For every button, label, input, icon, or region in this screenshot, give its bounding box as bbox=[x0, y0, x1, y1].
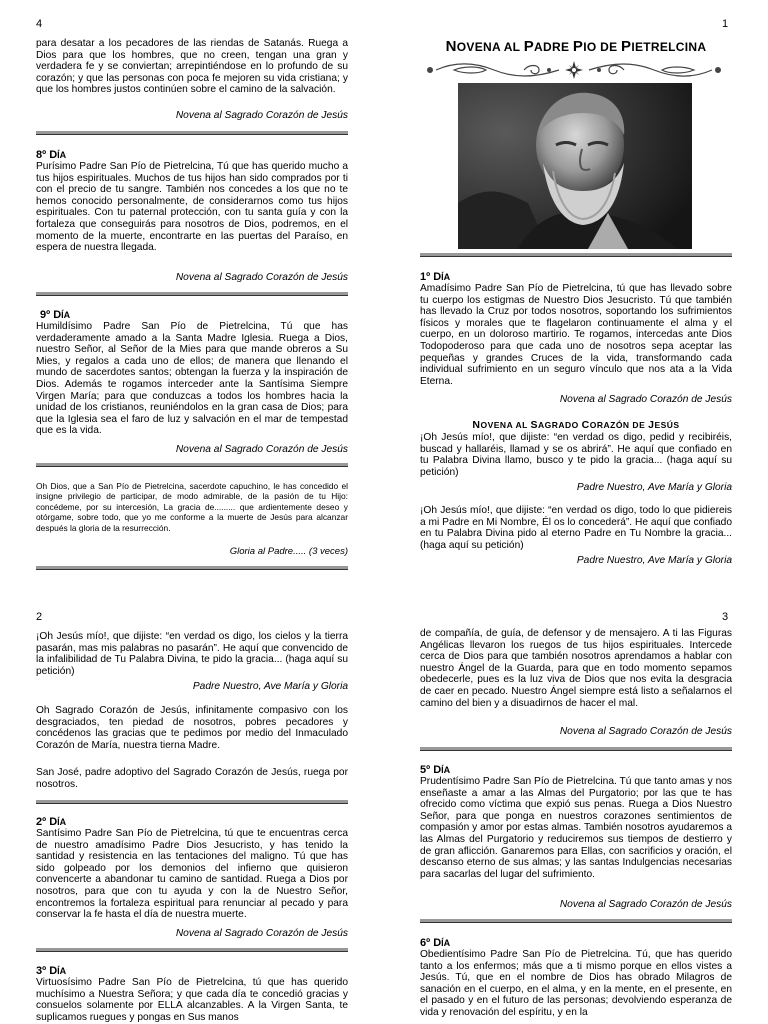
divider bbox=[420, 747, 732, 751]
divider bbox=[36, 292, 348, 296]
signature-sagrado: Novena al Sagrado Corazón de Jesús bbox=[175, 444, 348, 455]
day9-heading: 9º DÍA bbox=[40, 309, 71, 321]
day6-text: Obedientísimo Padre San Pío de Pietrelcina. Tú, que has querido tanto a los enfermos; más que a ti mismo porque en ellos vistes a Jesús. Tú, que en el nombre de Dios has obrado Milagros de sanación en el cuerpo, en el alma, y en la mente, en el presente, en el pasado y en el futuro de las personas; devolviendo esperanza de vida y renovación del espíritu, y en la bbox=[420, 949, 732, 1018]
day1-heading: 1º DÍA bbox=[420, 271, 451, 283]
divider bbox=[36, 800, 348, 804]
day8-text: Purísimo Padre San Pío de Pietrelcina, Tú que has querido mucho a tus hijos espirituales. Muchos de tus hijos han sido comprados por ti con el precio de tu sangre. También nos concedes a los que no te hemos conocido personalmente, de considerarnos como tus hijos espirituales. Con tu paternal protección, con tu santa guía y con la fortaleza que conseguirás para nosotros de Dios, podremos, en el momento de la muerte, encontrarte en las puertas del Paraíso, en espera de nuestra llegada. bbox=[36, 161, 348, 254]
page-number-1: 1 bbox=[722, 18, 729, 30]
day5-text: Prudentísimo Padre San Pío de Pietrelcina. Tú que tanto amas y nos enseñaste a amar a las Almas del Purgatorio; por las que te has ofrecido como víctima que expió sus penas. Ruega a Dios Nuestro Señor, para que ponga en nuestros corazones sentimientos de compasión y amor por estas almas. También nosotros ayudaremos a las Almas del Purgatorio y reduciremos sus tiempos de destierro y de gran aflicción. Ganaremos para Ellas, con sacrificios y oración, el descanso eterno de sus almas; y las santas Indulgencias necesarias para sacarlas del lugar del sufrimiento. bbox=[420, 776, 732, 880]
divider bbox=[36, 948, 348, 952]
sagrado-corazon-prayer: Oh Sagrado Corazón de Jesús, infinitamente compasivo con los desgraciados, ten piedad de nosotros, pobres pecadores y concédenos las gracias que te pedimos por medio del Inmaculado Corazón de María, nuestra tierna Madre. bbox=[36, 705, 348, 751]
signature-sagrado: Novena al Sagrado Corazón de Jesús bbox=[175, 272, 348, 283]
divider bbox=[36, 463, 348, 467]
closing-prayer: Oh Dios, que a San Pío de Pietrelcina, sacerdote capuchino, le has concedido el insigne privilegio de participar, de modo admirable, de la pasión de tu Hijo: concédeme, por su intercesión, La gracia de......... que ardientemente deseo y otórgame, sobre todo, que yo me conforme a la muerte de Jesús para alcanzar después la gloria de la resurrección. bbox=[36, 481, 348, 533]
day6-heading: 6º DÍA bbox=[420, 937, 451, 949]
page-number-3: 3 bbox=[722, 611, 729, 623]
signature-sagrado: Novena al Sagrado Corazón de Jesús bbox=[175, 110, 348, 121]
prayer-2-text: ¡Oh Jesús mío!, que dijiste: “en verdad os digo, todo lo que pidiereis a mi Padre en Mi Nombre, Él os lo concederá”. He aquí que confiado en tu Palabra Divina pido al eterno Padre en Tu Nombre la gracia... (haga aquí su petición) bbox=[420, 505, 732, 551]
divider bbox=[36, 566, 348, 570]
day3-heading: 3º DÍA bbox=[36, 965, 67, 977]
divider bbox=[420, 919, 732, 923]
signature-sagrado: Novena al Sagrado Corazón de Jesús bbox=[559, 394, 732, 405]
signature-sagrado: Novena al Sagrado Corazón de Jesús bbox=[175, 928, 348, 939]
page-number-4: 4 bbox=[36, 18, 43, 30]
page4-intro-text: para desatar a los pecadores de las riendas de Satanás. Ruega a Dios para que los hombres, que no creen, tengan una gran y verdadera fe y se conviertan; arrepintiéndose en lo profundo de su corazón; y que las personas con poca fe mejoren su vida cristiana; y que los hombres justos continúen sobre el camino de la salvación. bbox=[36, 38, 348, 96]
ornamental-divider-icon bbox=[424, 60, 724, 80]
document-title: NOVENA AL PADRE PIO DE PIETRELCINA bbox=[445, 38, 707, 55]
page-number-2: 2 bbox=[36, 611, 43, 623]
day2-text: Santísimo Padre San Pío de Pietrelcina, tú que te encuentras cerca de nuestro amadísimo Padre Dios Jesucristo, y has tenido la santidad y resistencia en las tentaciones del maligno. Tú que has sido golpeado por los demonios del infierno que quisieron convencerte a abandonar tu camino de santidad. Ruega a Dios por nosotros, para que con tu ayuda y con la de Nuestro Señor, encontremos la fortaleza espiritual para renunciar al pecado y para conservar la fe hasta el día de nuestra muerte. bbox=[36, 828, 348, 921]
day9-text: Humildísimo Padre San Pío de Pietrelcina, Tú que has verdaderamente amado a la Santa Madre Iglesia. Ruega a Dios, nuestro Señor, al Señor de la Mies para que mande obreros a Su Mies, y regalos a cada uno de ellos; de manera que llenando el mundo de sacerdotes santos; obtengan la fuerza y la inspiración de Dios. Además te rogamos interceder ante la Santísima Siempre Virgen María; para que conduzcas a todos los hombres hacia la unidad de los cristianos, reuniéndolos en la gran casa de Dios; para que la Iglesia sea el faro de luz y salvación en el mar de tempestad que es la vida. bbox=[36, 321, 348, 437]
section-subtitle: NOVENA AL SAGRADO CORAZÓN DE JESÚS bbox=[472, 419, 680, 431]
signature-sagrado: Novena al Sagrado Corazón de Jesús bbox=[559, 899, 732, 910]
day3-text: Virtuosísimo Padre San Pío de Pietrelcina, tú que has querido muchísimo a Nuestra Señora; y que cada día te concedió gracias y consuelos solamente por ELLA alcanzables. A la Virgen Santa, te suplicamos ruegues y pongas en Sus manos bbox=[36, 977, 348, 1023]
padre-pio-photo bbox=[458, 83, 692, 249]
page3-intro-text: de compañía, de guía, de defensor y de mensajero. A ti las Figuras Angélicas llevaron los ruegos de tus hijos espirituales. Intercede cerca de Dios para que también nosotros aprendamos a hablar con nuestro Ángel de la Guarda, para que en todo momento sepamos obedecerle, pues es la luz viva de Dios que nos evita la desgracia de caer en pecado. Nuestro Ángel siempre está listo a señalarnos el camino del bien y a disuadirnos de hacer el mal. bbox=[420, 628, 732, 709]
prayer-3-text: ¡Oh Jesús mío!, que dijiste: “en verdad os digo, los cielos y la tierra pasarán, mas mis palabras no pasarán”. He aquí que convencido de la infalibilidad de Tu Palabra Divina, te pido la gracia... (haga aquí su petición) bbox=[36, 631, 348, 677]
day8-heading: 8º DÍA bbox=[36, 149, 67, 161]
signature-padre-nuestro: Padre Nuestro, Ave María y Gloria bbox=[192, 681, 348, 692]
signature-padre-nuestro: Padre Nuestro, Ave María y Gloria bbox=[576, 482, 732, 493]
day1-text: Amadísimo Padre San Pío de Pietrelcina, tú que has llevado sobre tu cuerpo los estigmas de Nuestro Dios Jesucristo. Tú que también has llevado la Cruz por todos nosotros, soportando los sufrimientos físicos y morales que te flagelaron continuamente el alma y el cuerpo, en un doloroso martirio. Te rogamos, intercedas ante Dios Todopoderoso para que cada uno de nosotros sepa aceptar las pequeñas y grandes Cruces de la vida, transformando cada individual sufrimiento en un seguro vínculo que nos ata a la Vida Eterna. bbox=[420, 283, 732, 387]
signature-sagrado: Novena al Sagrado Corazón de Jesús bbox=[559, 726, 732, 737]
prayer-1-text: ¡Oh Jesús mío!, que dijiste: “en verdad os digo, pedid y recibiréis, buscad y hallaréis, llamad y se os abrirá”. He aquí que confiado en tu Palabra Divina llamo, busco y te pido la gracia... (haga aquí su petición) bbox=[420, 432, 732, 478]
divider bbox=[36, 131, 348, 135]
san-jose-invocation: San José, padre adoptivo del Sagrado Corazón de Jesús, ruega por nosotros. bbox=[36, 767, 348, 790]
gloria-line: Gloria al Padre..... (3 veces) bbox=[229, 546, 348, 557]
day2-heading: 2º DÍA bbox=[36, 816, 67, 828]
signature-padre-nuestro: Padre Nuestro, Ave María y Gloria bbox=[576, 555, 732, 566]
divider bbox=[420, 253, 732, 257]
day5-heading: 5º DÍA bbox=[420, 764, 451, 776]
